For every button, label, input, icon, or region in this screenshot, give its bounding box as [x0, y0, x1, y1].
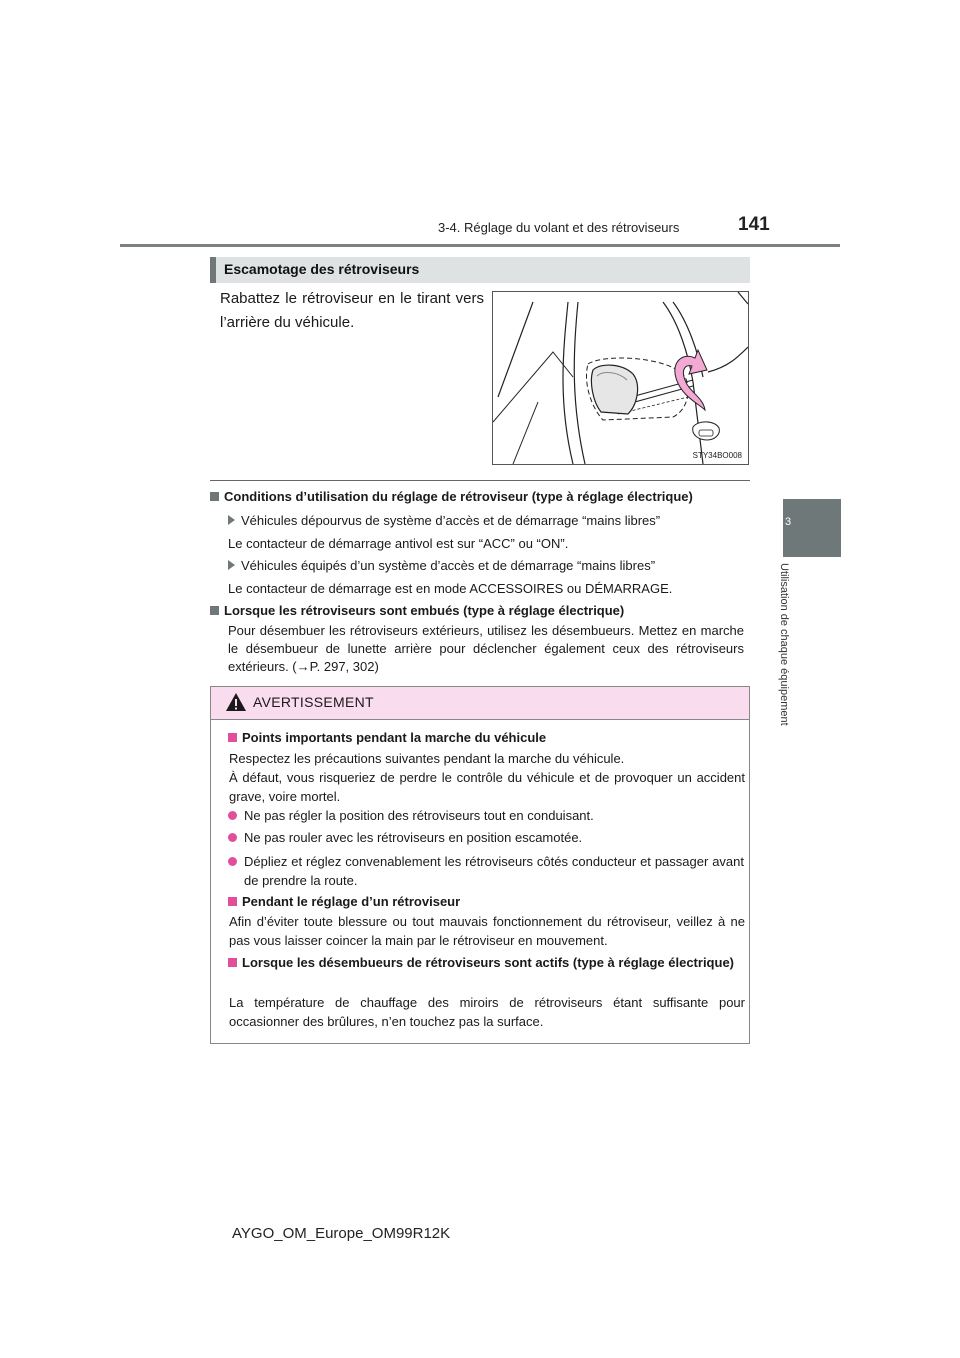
pink-square-bullet-icon [228, 897, 237, 906]
figure-code: STY34BO008 [692, 451, 742, 460]
pink-dot-icon [228, 857, 237, 866]
note-conditions-title: Conditions d’utilisation du réglage de rétroviseur (type à réglage électrique) [210, 488, 746, 506]
section-title-bar [210, 257, 750, 283]
warning-heat-title: Lorsque les désembueurs de rétroviseurs sont actifs (type à réglage électrique) [228, 953, 744, 972]
warning-drive-text: Respectez les précautions suivantes pendant la marche du véhicule. À défaut, vous risqueriez de perdre le contrôle du véhicule et de provoquer un accident grave, voire mortel. [229, 751, 745, 804]
warning-drive-title: Points importants pendant la marche du véhicule [228, 728, 744, 747]
warning-bullet-1: Ne pas régler la position des rétroviseurs tout en conduisant. [228, 806, 744, 825]
warning-box [210, 686, 750, 1044]
pink-square-bullet-icon [228, 733, 237, 742]
triangle-bullet-icon [228, 515, 235, 525]
triangle-bullet-icon [228, 560, 235, 570]
page-number: 141 [738, 214, 770, 235]
header-rule [120, 244, 840, 247]
warning-adjust-text: Afin d’éviter toute blessure ou tout mauvais fonctionnement du rétroviseur, veillez à ne pas vous laisser coincer la main par le rétroviseur en mouvement. [229, 914, 745, 948]
square-bullet-icon [210, 606, 219, 615]
warning-bullet-3: Dépliez et réglez convenablement les rétroviseurs côtés conducteur et passager avant de prendre la route. [228, 852, 744, 890]
warning-label: AVERTISSEMENT [253, 694, 374, 710]
document-id: AYGO_OM_Europe_OM99R12K [232, 1225, 451, 1242]
section-title: Escamotage des rétroviseurs [224, 261, 420, 277]
note-case2-text: Le contacteur de démarrage est en mode ACCESSOIRES ou DÉMARRAGE. [228, 581, 673, 596]
warning-bullet-2: Ne pas rouler avec les rétroviseurs en position escamotée. [228, 828, 744, 847]
square-bullet-icon [210, 492, 219, 501]
note-fog-text: Pour désembuer les rétroviseurs extérieurs, utilisez les désembueurs. Mettez en marche le désembueur de lunette arrière pour déclencher également ceux des rétroviseurs extérieurs. (→P. 297, 302) [228, 623, 744, 674]
page-reference: →P. 297, 302) [296, 659, 379, 674]
chapter-tab-label: Utilisation de chaque équipement [778, 563, 790, 726]
pink-dot-icon [228, 833, 237, 842]
warning-header [211, 687, 749, 720]
chapter-tab [783, 499, 841, 557]
warning-heat-text: La température de chauffage des miroirs de rétroviseurs étant suffisante pour occasionner des brûlures, n’en touchez pas la surface. [229, 995, 745, 1029]
warning-adjust-title: Pendant le réglage d’un rétroviseur [228, 892, 744, 911]
mirror-illustration-svg [493, 292, 748, 464]
pink-dot-icon [228, 811, 237, 820]
note-fog-title: Lorsque les rétroviseurs sont embués (type à réglage électrique) [210, 602, 746, 620]
chapter-heading: 3-4. Réglage du volant et des rétroviseurs [438, 220, 680, 235]
mirror-fold-illustration [492, 291, 749, 465]
note-case2-label: Véhicules équipés d’un système d’accès et de démarrage “mains libres” [210, 557, 764, 575]
warning-triangle-icon [225, 692, 247, 712]
note-case1-label: Véhicules dépourvus de système d’accès et de démarrage “mains libres” [210, 512, 764, 530]
note-case1-text: Le contacteur de démarrage antivol est sur “ACC” ou “ON”. [228, 536, 569, 551]
chapter-tab-number: 3 [784, 516, 792, 528]
section-bar-accent [210, 257, 216, 283]
intro-paragraph: Rabattez le rétroviseur en le tirant vers l’arrière du véhicule. [220, 290, 484, 331]
pink-square-bullet-icon [228, 958, 237, 967]
section-divider [210, 480, 750, 481]
